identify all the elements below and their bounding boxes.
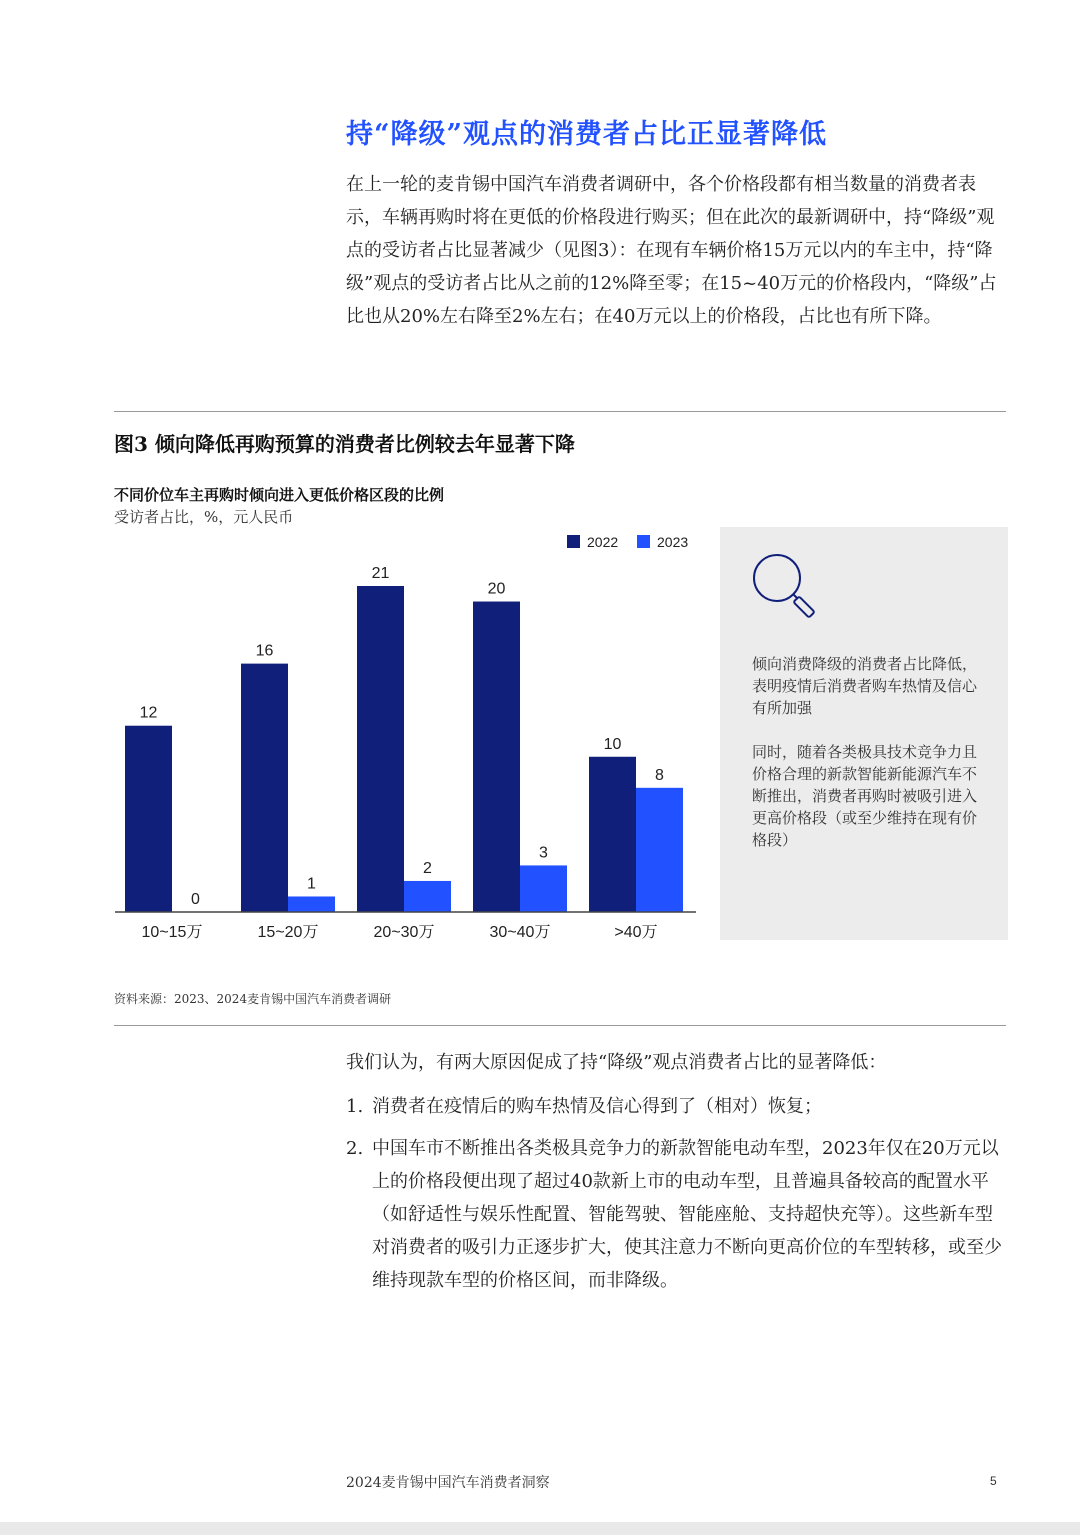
bar-value-label: 16 (255, 642, 274, 660)
legend-swatch-2023 (637, 535, 650, 548)
bar-2023-1 (288, 896, 335, 912)
page-number: 5 (990, 1474, 997, 1488)
x-tick-label: 20~30万 (373, 924, 435, 941)
list-item-text: 中国车市不断推出各类极具竞争力的新款智能电动车型，2023年仅在20万元以上的价格段便出现了超过40款新上市的电动车型，且普遍具备较高的配置水平（如舒适性与娱乐性配置、智能驾驶、智能座舱、支持超快充等）。这些新车型对消费者的吸引力正逐步扩大，使其注意力不断向更高价位的车型转移，或至少维持现款车型的价格区间，而非降级。 (372, 1138, 1002, 1291)
chart-title: 不同价位车主再购时倾向进入更低价格区段的比例 (114, 486, 445, 504)
bar-value-label: 3 (539, 844, 548, 862)
bar-value-label: 1 (307, 875, 316, 893)
bar-value-label: 8 (655, 766, 664, 784)
bar-2022-4 (589, 757, 636, 912)
bar-value-label: 10 (603, 735, 622, 753)
chart-unit: 受访者占比，%，元人民币 (114, 508, 294, 526)
bar-2023-2 (404, 881, 451, 912)
sidebar-paragraph-2: 同时，随着各类极具技术竞争力且价格合理的新款智能新能源汽车不断推出，消费者再购时被吸引进入更高价格段（或至少维持在现有价格段） (752, 743, 978, 849)
section-heading: 持“降级”观点的消费者占比正显著降低 (346, 119, 828, 150)
legend-label-2023: 2023 (657, 534, 689, 550)
divider-bottom (114, 1025, 1006, 1026)
x-tick-label: >40万 (614, 924, 658, 941)
figure-title: 图3 倾向降低再购预算的消费者比例较去年显著下降 (114, 432, 575, 456)
legend-swatch-2022 (567, 535, 580, 548)
insight-sidebar (720, 527, 1008, 940)
bar-2023-4 (636, 788, 683, 912)
bar-value-label: 21 (371, 565, 390, 582)
x-tick-label: 30~40万 (489, 924, 551, 941)
bar-2023-3 (520, 865, 567, 912)
bar-value-label: 0 (191, 891, 200, 908)
bar-value-label: 20 (487, 580, 506, 598)
list-item-text: 消费者在疫情后的购车热情及信心得到了（相对）恢复； (372, 1096, 822, 1117)
figure-source: 资料来源：2023、2024麦肯锡中国汽车消费者调研 (114, 992, 392, 1006)
intro-paragraph: 在上一轮的麦肯锡中国汽车消费者调研中，各个价格段都有相当数量的消费者表示，车辆再购时将在更低的价格段进行购买；但在此次的最新调研中，持“降级”观点的受访者占比显著减少（见图3）：在现有车辆价格15万元以内的车主中，持“降级”观点的受访者占比从之前的12%降至零；在15~40万元的价格段内，“降级”占比也从20%左右降至2%左右；在40万元以上的价格段，占比也有所下降。 (346, 174, 997, 327)
bar-chart (0, 0, 720, 960)
bar-value-label: 12 (139, 704, 158, 722)
list-item-number: 2. (346, 1138, 364, 1159)
bar-value-label: 2 (423, 859, 432, 877)
x-tick-label: 15~20万 (257, 924, 319, 941)
list-item-number: 1. (346, 1096, 364, 1117)
x-tick-label: 10~15万 (141, 924, 203, 941)
sidebar-paragraph-1: 倾向消费降级的消费者占比降低，表明疫情后消费者购车热情及信心有所加强 (752, 655, 978, 717)
legend-label-2022: 2022 (587, 534, 619, 550)
bar-2022-3 (473, 602, 520, 912)
bar-2022-2 (357, 586, 404, 912)
page-bottom-band (0, 1522, 1080, 1535)
footer-title: 2024麦肯锡中国汽车消费者洞察 (346, 1475, 550, 1491)
bar-2022-0 (125, 726, 172, 912)
magnifier-icon (750, 551, 826, 627)
bar-2022-1 (241, 664, 288, 912)
body-lead: 我们认为，有两大原因促成了持“降级”观点消费者占比的显著降低： (346, 1052, 887, 1073)
